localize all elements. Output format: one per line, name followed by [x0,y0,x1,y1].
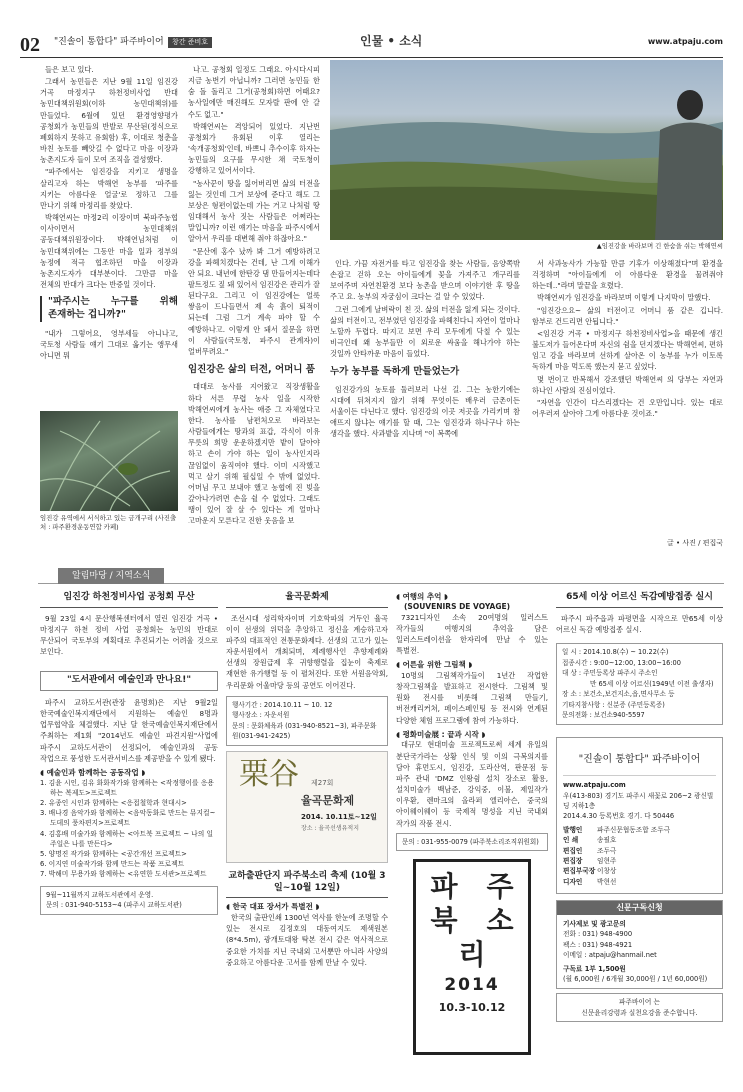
byline: 글 • 사진 / 편집국 [667,539,723,547]
notice-title: 임진강 하천정비사업 공청회 무산 [63,592,195,602]
article-col-4 [532,258,723,420]
subscription-body [557,915,722,988]
info-box [556,643,723,725]
ethics-box [556,993,723,1022]
subscription-price: 구독료 1부 1,500원 [563,964,626,973]
notice-text: 한국의 출판인쇄 1300년 역사를 한눈에 조명할 수 있는 전시로 김정호의 대동여지도 제색원본 (8*4.5m), 광개토대왕 탁본 전시 같은 역사적으로 중요한 가치를 지닌 국내외 고서뿐만 아니라 사양의 중요하고 아름다운 고서를 함께 만날 수 있다. [226,913,389,967]
paragraph: 대대로 농사를 지어왔고 직장생활을 하다 서른 무렵 농사 일을 시작한 박해연씨에게 농사는 애증 그 자체였다고 한다. 농사를 남편처오로 바라보는 사람들에게는 땅과의 표갑, 각식이 이유 무릇의 희망 운운하겠지만 밭이 달아야 하고 손이 가야 하는 일이 농사인지라 끊임없이 움직여야 했다. 이미 시작했고 먹고 살기 위해 필십일 수 밖에 없었다. 어머님 무고 보내야 했고 농협에 진 빚을 갚아나가려면 손을 쉴 수 없었다. 그래도 땡이 있어 잘 살 수 있다는 게 얼마나 고마운지 모른다고 진한 웃음을 보 [188,382,320,526]
notice-band-label: 알림마당 / 지역소식 [58,568,164,584]
program-subtitle: (SOUVENIRS DE VOYAGE) [404,601,511,611]
poster-place: 장소 : 율곡선생유적지 [301,824,360,832]
notice-band [38,568,724,584]
notice-col-2 [226,592,388,969]
paragraph: "자연을 인간이 다스리겠다는 건 오만입니다. 있는 대로 어우러져 살아야 그게 아름다운 것이죠." [532,397,723,419]
masthead-row [563,846,716,856]
notice-title: 65세 이상 어르신 독감예방접종 실시 [566,592,713,602]
edition-badge: 창간 준비호 [168,37,212,48]
article-col-2 [188,64,320,527]
yulgok-poster [226,751,388,863]
poster-date: 10.3-10.12 [438,1000,506,1014]
masthead-key: 디자인 [563,877,583,886]
poster-char: 소 [486,904,514,938]
divider [226,897,388,898]
masthead-row [563,877,716,887]
masthead-reg: 2014.4.30 등록번호 경기. 다 50446 [563,812,675,821]
subheading: 누가 농부를 독하게 만들었는가 [330,366,460,378]
subscription-box [556,900,723,989]
notice-col-4 [556,592,723,1022]
info-line: 문의 : 031-940-5153~4 (파주시 교하도서관) [46,901,182,910]
paragraph: "농사꾼이 땅을 잃어버리면 삶의 터전을 잃는 것인데 그거 보상에 준다고 해도 그 보상은 형편이없는데 가는 거고 나처럼 땅 임대해서 농사 짓는 사람들은 어쩌라는 말입니까? 이런 얘기는 마음을 파주시에서 알아서 우리를 대변해 줘야 하잖아요." [188,178,320,244]
info-line: 기타지참사항 : 신분증 (주민등록증) [562,700,665,709]
masthead-value: 파주신문협동조합 조두극 [597,825,671,834]
paragraph: "내가 그렇어요, 영부세들 아니나고, 국토청 사람들 얘기 그대로 옮기는 앵무새 아니면 뭐 [40,328,178,361]
paragraph: "파주에서는 임진강을 지키고 생명을 살리고자 하는 박해연 농부를 '파주를 지키는 아름다운 얼굴'로 정하고 그를 만나기 위해 마정리를 찾았다. [40,167,178,210]
article-col-1 [40,64,178,362]
masthead-row [563,856,716,866]
poster-char: 주 [486,870,514,904]
ethics-text: 신문윤리강령과 실천요강을 준수합니다. [581,1008,698,1017]
article-col-3 [330,258,520,441]
notice-text: 7321디자인 소속 20여명의 일러스트 작가들의 여행지의 추억을 담은 일러스트레이션을 한자리에 만날 수 있는 특별전. [396,612,548,655]
notice-text: 파주시 교하도서관(관장 윤명희)은 지난 9월2일 한국예술인복지재단에서 지원하는 예술인 8명과 업무협약을 체결했다. 지난 달 한국예술인복지재단에서 주최하는 제1회 "2014년도 예술인 파견지원"사업에 파주시 교하도서관이 선정되어, 예술인과의 공동 작업으로 풍성한 도서관서비스를 제공받을 수 있게 됐다. [40,698,218,763]
main-photo [330,60,723,240]
subscription-price-detail: (월 6,000원 / 6개월 30,000원 / 1년 60,000원) [563,974,708,983]
subscription-fax: 팩스 : 031) 948-4921 [563,940,633,949]
notice-text: 대규모 현대미술 프로젝트로써 세계 유일의 분단국가라는 상황 인식 및 이의 극복의지를 담아 휴먼도시, 임진강, 도라산역, 판문점 등 파주 관내 'DMZ 인왕쉼 설치 장소로 활용, 설치미술가 백남준, 강익중, 이불, 제일작가 이우환, 렌마크의 올라퍼 엘리아슨, 중국의 아이웨이웨이 등 국제적 명성을 지닌 국내외 작가의 작품 전시. [396,740,548,828]
paragraph: 인다. 가끔 자전거를 타고 임진강을 찾는 사람들, 음양쪽밖 손잡고 걷하 오는 아이들에게 꽃을 가져주고 개구리를 보여주며 자연친환경 보다 농촌을 받으며 이야기한 후 땅을 주고 요. 농부의 자궁심이 크다는 걸 알 수 있었다. [330,259,520,302]
poster-letters [416,862,528,972]
list-item: 7. 박해미 무용가와 함께하는 <유연한 도서관>프로젝트 [40,870,207,879]
section-title: 인물 • 소식 [360,34,423,48]
subheading: 임진강은 삶의 터전, 어머니 품 [188,364,315,376]
divider [556,607,723,608]
paragraph: 그래서 농민들은 지난 9월 11일 임진강 거곡 마정지구 하천정비사업 반대 농민대책위원회(이하 농민대책위)를 만들었다. 6월에 있던 환경영향평가 공청회가 농민들의 반발로 무산된(정식으로 폐회하지 못하고 유회함) 후, 이대로 청춘을 바친 농토를 빼앗길 수 없다고 마음 이장과 농촌지도자 들이 모여 조직을 결성했다. [40,77,178,165]
masthead-row [563,835,716,845]
list-item: 6. 이지연 미술작가와 함께 만드는 작품 프로젝트 [40,860,185,869]
brand-logo: "진솔이 통합다" 파주바이어 [54,37,164,47]
list-item: 2. 유종인 시인과 함께하는 <응접철학과 현대시> [40,799,187,808]
notice-col-3 [396,592,548,1055]
paragraph: "문산에 홍수 났까 봐 그거 예방하려고 강을 파헤치겠다는 건데, 난 그게 이해가 안 되요. 내년에 한탄강 댐 만들어지는데다 팔트정도 짚 돼 있어서 임진강은 관리가 잘 된다구요. 그리고 이 임진강에는 얼룩 쌓음이 드나들면서 제 속 흙이 퇴적이 되는데 그럼 그거 계속 파야 할 수 예방하나고. 이렇게 안 돼서 질문을 하면 이 사람들(국토청, 파주시 관계자)이 얼버무려요." [188,246,320,356]
paragraph: 몇 번이고 반복해서 강조했던 박해연씨 의 당부는 자연과 하나인 사람의 진심이었다. [532,374,723,395]
notice-text: 9월 23일 4시 문산행복센터에서 열린 임진강 거곡 • 마정지구 하천 정비 사업 공청회는 농민의 반대로 무산되어 국토부의 계획대로 추진되기는 어려울 것으로 보인다. [40,613,218,657]
masthead-value: 조두극 [597,846,617,855]
masthead-value: 박현선 [597,877,617,886]
photo-caption-main: ▲임진강을 바라보며 긴 한숨을 쉬는 박해연씨 [596,242,723,250]
subscription-line: 기사제보 및 광고문의 [563,920,626,929]
poster-edition: 제27회 [311,778,334,787]
site-url[interactable]: www.atpaju.com [647,37,723,46]
page-number: 02 [20,34,40,56]
subscription-title[interactable]: 신문구독신청 [557,901,722,915]
info-box [40,886,218,915]
info-line: 만 65세 이상 어르신(1949년 이전 출생자) [590,679,714,688]
paragraph: 그런 그에게 날벼락이 친 것. 삶의 터전을 잃게 되는 것이다. 삶의 터전이고, 전부였던 임진강을 파헤친다니 자연이 얼마나 노할까 두렵다. 따지고 보면 우리 모두에게 닥칠 수 있는 비극인데 왜 농부들만 이 외로운 싸움을 해나가야 하는 것일까 안타까운 마음이 들었다. [330,304,520,359]
landscape-graphic [330,60,723,240]
masthead-key: 편집부국장 [563,867,596,876]
bookfest-poster [413,859,531,1055]
poster-date: 2014. 10.11토~12일 [301,812,377,821]
page-header [20,28,723,58]
info-line: 접종시간 : 9:00~12:00, 13:00~16:00 [562,658,681,667]
program-title: ◖ 평화미술展 : 끝과 시작 ◗ [396,729,486,739]
notice-title: 율곡문화제 [285,592,329,602]
info-box [226,696,388,746]
masthead [556,737,723,894]
paragraph: 박해연씨는 격앙되어 있었다. 지난번 공청회가 유회된 이후 열리는 '속개공청회'인데, 바쁘니 추수이후 하자는 농민들의 요구를 무시한 채 국토청이 강행하고 있어서이다. [188,121,320,176]
notice-text: 조선시대 성리학자이며 기호학파의 거두인 율곡 이이 선생의 위덕을 추앙하고 정신을 계승하고자 파주의 대표적인 전통문화제다. 선생의 고고가 있는 자운서원에서 개최되며, 제례행사인 추향제례와 선생의 장원급제 후 귀향행렬을 집눈이 축제로 재현한 유가행렬 등 이 펼쳐진다. 또한 서원음악회, 우리문화 어울마당 등의 공연도 이어진다. [226,613,388,690]
program-title: ◖ 여행의 추억 ◗ [396,592,448,601]
notice-text: 파주시 파주읍과 파평면을 시작으로 만65세 이상 어르신 독감 예방접종 실시. [556,613,723,634]
program-title: ◖ 어른을 위한 그림책 ◗ [396,660,473,670]
pull-quote: "파주시는 누구를 위해 존재하는 겁니까?" [40,296,178,322]
info-line: 9월~11월까지 교하도서관에서 운영. [46,890,154,899]
info-box [396,833,548,852]
masthead-address: 우(413-803) 경기도 파주시 새꽃로 206~2 광신빌딩 지하1층 [563,791,714,811]
photo-caption-left: 임진강 유역에서 서식하고 있는 금개구리 (사진출처 : 파주환경운동연합 카페) [40,514,177,531]
masthead-value: 이창상 [597,867,617,876]
list-item: 1. 김윤 시인, 김유 화화작가와 함께하는 <작정행이를 응용하는 복제도>프로젝트 [40,778,214,797]
notice-text: 10명의 그림책작가들이 1년간 작업한 창작그림책을 발표하고 전시한다. 그림책 및 원화 전시를 비롯해 그림책 만들기, 버전캐리커쳐, 페이스페인팅 등 전시와 연계된 다양한 체험 프로그램에 참여 가능하다. [396,670,548,725]
info-line: 일 시 : 2014.10.8(수) ~ 10.22(수) [562,648,669,656]
ethics-logo: 파주바이어 는 [619,998,660,1007]
list-item: 4. 김홍배 미술가와 함께하는 <아트북 프로젝트 ~ 나의 일주일은 나를 만든다> [40,829,214,848]
poster-hanja: 栗谷 [239,756,299,792]
paragraph: <임진강 거곡 • 마정지구 하천정비사업>을 때문에 생긴 불도저가 들어온다며 자신의 쉼을 던지겠다는 박해연씨, 편하 임고 강을 바라보며 선하게 살아온 이 농부를 누가 이토록 독하게 마음 먹도록 했는지 묻고 싶었다. [532,328,723,372]
paragraph: 박해연씨가 임진강을 바라보며 이렇게 나지막이 말했다. [537,293,711,303]
poster-char: 북 [430,904,458,938]
masthead-key: 발행인 [563,825,583,834]
poster-char: 리 [458,938,486,972]
masthead-key: 편집인 [563,846,583,855]
masthead-logo: "진솔이 통합다" 파주바이어 [563,744,716,777]
paragraph: "임진강으요~ 삶의 터전이고 어머니 품 같은 깁니다. 함부로 건드리면 안됩니다." [532,305,723,326]
subscription-phone: 전화 : 031) 948-4900 [563,930,633,939]
poster-char: 파 [430,870,458,904]
program-list [40,778,218,880]
paragraph: 나고. 공청회 일정도 그래요. 아시다시피 지금 농번기 아닙니까? 그러면 농민들 한 숨 돌 돌리고 그거(공청회)하면 어때요? 농사일에만 매진해도 모자랄 판에 안 갈 수도 없고." [188,65,320,119]
info-line: 문의 : 문화체육과 (031-940-8521~3), 파주문화원(031-941-2425) [232,721,377,741]
masthead-value: 임현주 [597,856,617,865]
notice-title: "도서관에서 예술인과 만나요!" [40,671,218,691]
frog-photo [40,411,178,511]
program-title: ◖ 예술인과 함께하는 공동작업 ◗ [40,767,146,777]
reeds-graphic [40,411,178,511]
paragraph: 박해연씨는 마정2리 이장이며 북파주농협 이사이면서 농민대책위 공동대책위원장이다. 박해연님처럼 이 농민대책위에는 그동안 마을 일과 정부의 농정에 적극 협조하던 마을 이장과 농촌지도자가 대부분이다. 그만큼 마을 전체의 반대가 크다는 반증일 것이다. [40,213,178,289]
poster-title: 율곡문화제 [301,793,355,807]
paragraph: 임진강가의 농토를 둘러보러 나선 길. 그는 농한기에는 시대에 뒤쳐지지 않기 위해 무엇이든 배우러 금촌이든 서울이든 다닌다고 했다. 임진강의 이곳 저곳을 가리키며 참 애뜨지 않냐는 얘기를 할 때, 그는 임진강과 하나구나 하는 생각을 했다. 사과밭을 지나며 "이 복쪽에 [330,384,520,439]
list-item: 5. 양명진 작가와 함께하는 <공간개선 프로젝트> [40,850,187,858]
masthead-key: 편집장 [563,856,583,865]
list-item: 3. 배나경 음악가와 함께하는 <음악동화로 만드는 뮤지컬~ 도데의 풍차편지>프로젝트 [40,809,216,828]
masthead-row [563,866,716,876]
paragraph: 들은 보고 있다. [45,65,94,74]
masthead-row [563,825,716,835]
poster-year: 2014 [444,975,500,996]
program-title: ◖ 한국 대표 장서가 특별전 ◗ [226,902,320,912]
divider [40,607,218,608]
info-line: 행사기간 : 2014.10.11 ~ 10. 12 [232,700,333,709]
info-line: 행사장소 : 자운서원 [232,711,290,720]
notice-col-1 [40,592,218,915]
info-line: 문의 : 031-955-0079 (파주북소리조직위원회) [402,837,539,846]
paragraph: 서 사과농사가 가능할 만큼 기후가 이상해졌다"며 환경을 걱정하며 "아이들에게 이 아름다운 환경을 물려줘야 하는데.."라며 말끝을 흐렸다. [532,259,723,291]
info-line: 문의전화 : 보건소940-5597 [562,711,645,720]
divider [226,607,388,608]
info-line: 대 상 : 주민등록상 파주시 주소인 [562,669,658,678]
masthead-site[interactable]: www.atpaju.com [563,781,626,790]
notice-title: 교하출판단지 파주북소리 축제 (10월 3일~10월 12일) [228,870,386,893]
info-line: 장 소 : 보건소,보건지소,읍,면사무소 등 [562,690,675,699]
masthead-key: 인 쇄 [563,836,579,845]
subscription-email[interactable]: 이메일 : atpaju@hanmail.net [563,951,657,960]
masthead-value: 송필호 [597,836,617,845]
